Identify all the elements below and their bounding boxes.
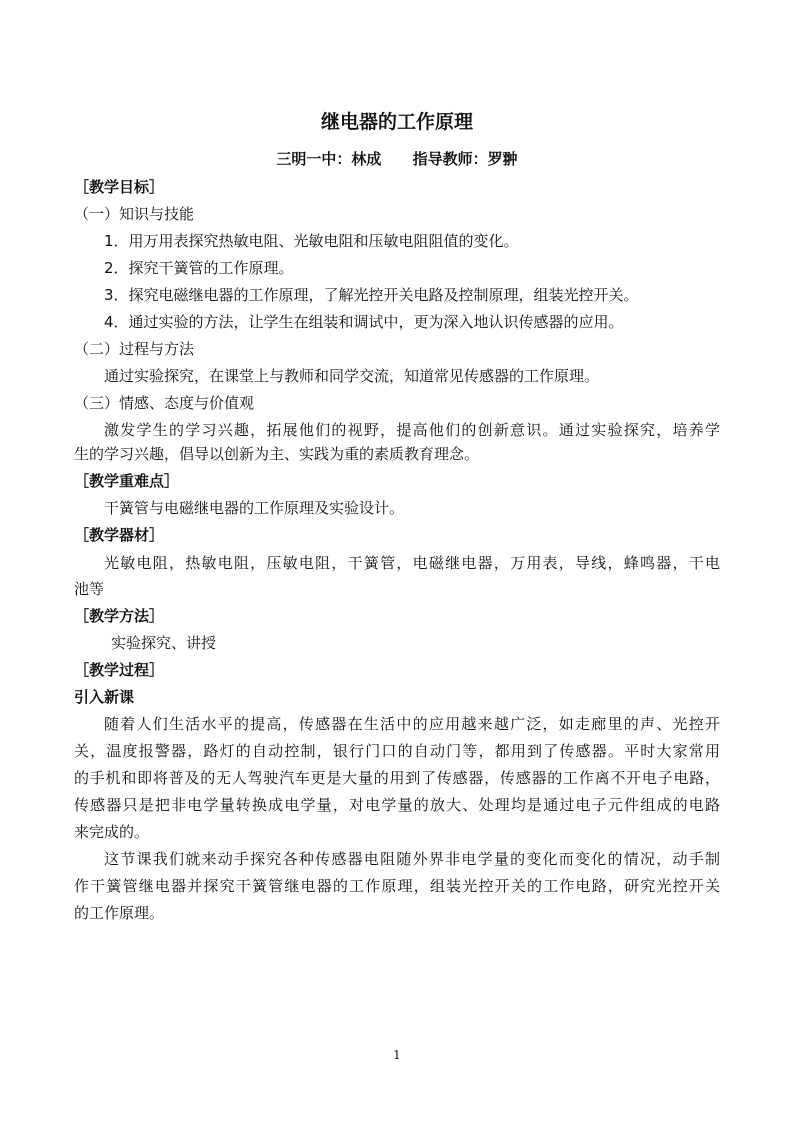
equipment-line-2: 池等 — [74, 580, 105, 598]
procedure-heading: ［教学过程］ — [74, 661, 165, 679]
knowledge-item-4: 4．通过实验的方法，让学生在组装和调试中，更为深入地认识传感器的应用。 — [104, 313, 624, 331]
process-heading: （二）过程与方法 — [74, 340, 195, 358]
values-heading: （三）情感、态度与价值观 — [74, 394, 255, 412]
knowledge-heading: （一）知识与技能 — [74, 205, 195, 223]
knowledge-item-2: 2．探究干簧管的工作原理。 — [104, 259, 294, 277]
method-heading: ［教学方法］ — [74, 607, 165, 625]
equipment-heading: ［教学器材］ — [74, 526, 165, 544]
intro-paragraph1-line-2: 关，温度报警器，路灯的自动控制，银行门口的自动门等，都用到了传感器。平时大家常用 — [74, 742, 720, 760]
intro-paragraph2-line-1: 这节课我们就来动手探究各种传感器电阻随外界非电学量的变化而变化的情况，动手制 — [104, 850, 720, 868]
values-line-2: 生的学习兴趣，倡导以创新为主、实践为重的素质教育理念。 — [74, 445, 480, 463]
key-points-heading: ［教学重难点］ — [74, 472, 180, 490]
intro-paragraph1-line-3: 的手机和即将普及的无人驾驶汽车更是大量的用到了传感器，传感器的工作离不开电子电路， — [74, 769, 720, 787]
objectives-heading: ［教学目标］ — [74, 178, 165, 196]
intro-heading: 引入新课 — [74, 688, 135, 706]
intro-paragraph2-line-2: 作干簧管继电器并探究干簧管继电器的工作原理，组装光控开关的工作电路，研究光控开关 — [74, 877, 720, 895]
key-points-text: 干簧管与电磁继电器的工作原理及实验设计。 — [104, 499, 405, 517]
document-title: 继电器的工作原理 — [320, 111, 473, 133]
knowledge-item-3: 3．探究电磁继电器的工作原理，了解光控开关电路及控制原理，组装光控开关。 — [104, 286, 639, 304]
method-text: 实验探究、讲授 — [111, 634, 217, 652]
intro-paragraph1-line-5: 来完成的。 — [74, 823, 150, 841]
process-text: 通过实验探究，在课堂上与教师和同学交流，知道常见传感器的工作原理。 — [104, 367, 600, 385]
intro-paragraph1-line-1: 随着人们生活水平的提高，传感器在生活中的应用越来越广泛，如走廊里的声、光控开 — [104, 715, 720, 733]
author-line: 三明一中：林成 指导教师：罗翀 — [276, 150, 518, 168]
values-line-1: 激发学生的学习兴趣，拓展他们的视野，提高他们的创新意识。通过实验探究，培养学 — [104, 421, 720, 439]
intro-paragraph1-line-4: 传感器只是把非电学量转换成电学量，对电学量的放大、处理均是通过电子元件组成的电路 — [74, 796, 720, 814]
equipment-line-1: 光敏电阻，热敏电阻，压敏电阻，干簧管，电磁继电器，万用表，导线，蜂鸣器，干电 — [104, 554, 720, 572]
knowledge-item-1: 1．用万用表探究热敏电阻、光敏电阻和压敏电阻阻值的变化。 — [104, 232, 519, 250]
page-number: 1 — [393, 1048, 401, 1062]
intro-paragraph2-line-3: 的工作原理。 — [74, 904, 165, 922]
